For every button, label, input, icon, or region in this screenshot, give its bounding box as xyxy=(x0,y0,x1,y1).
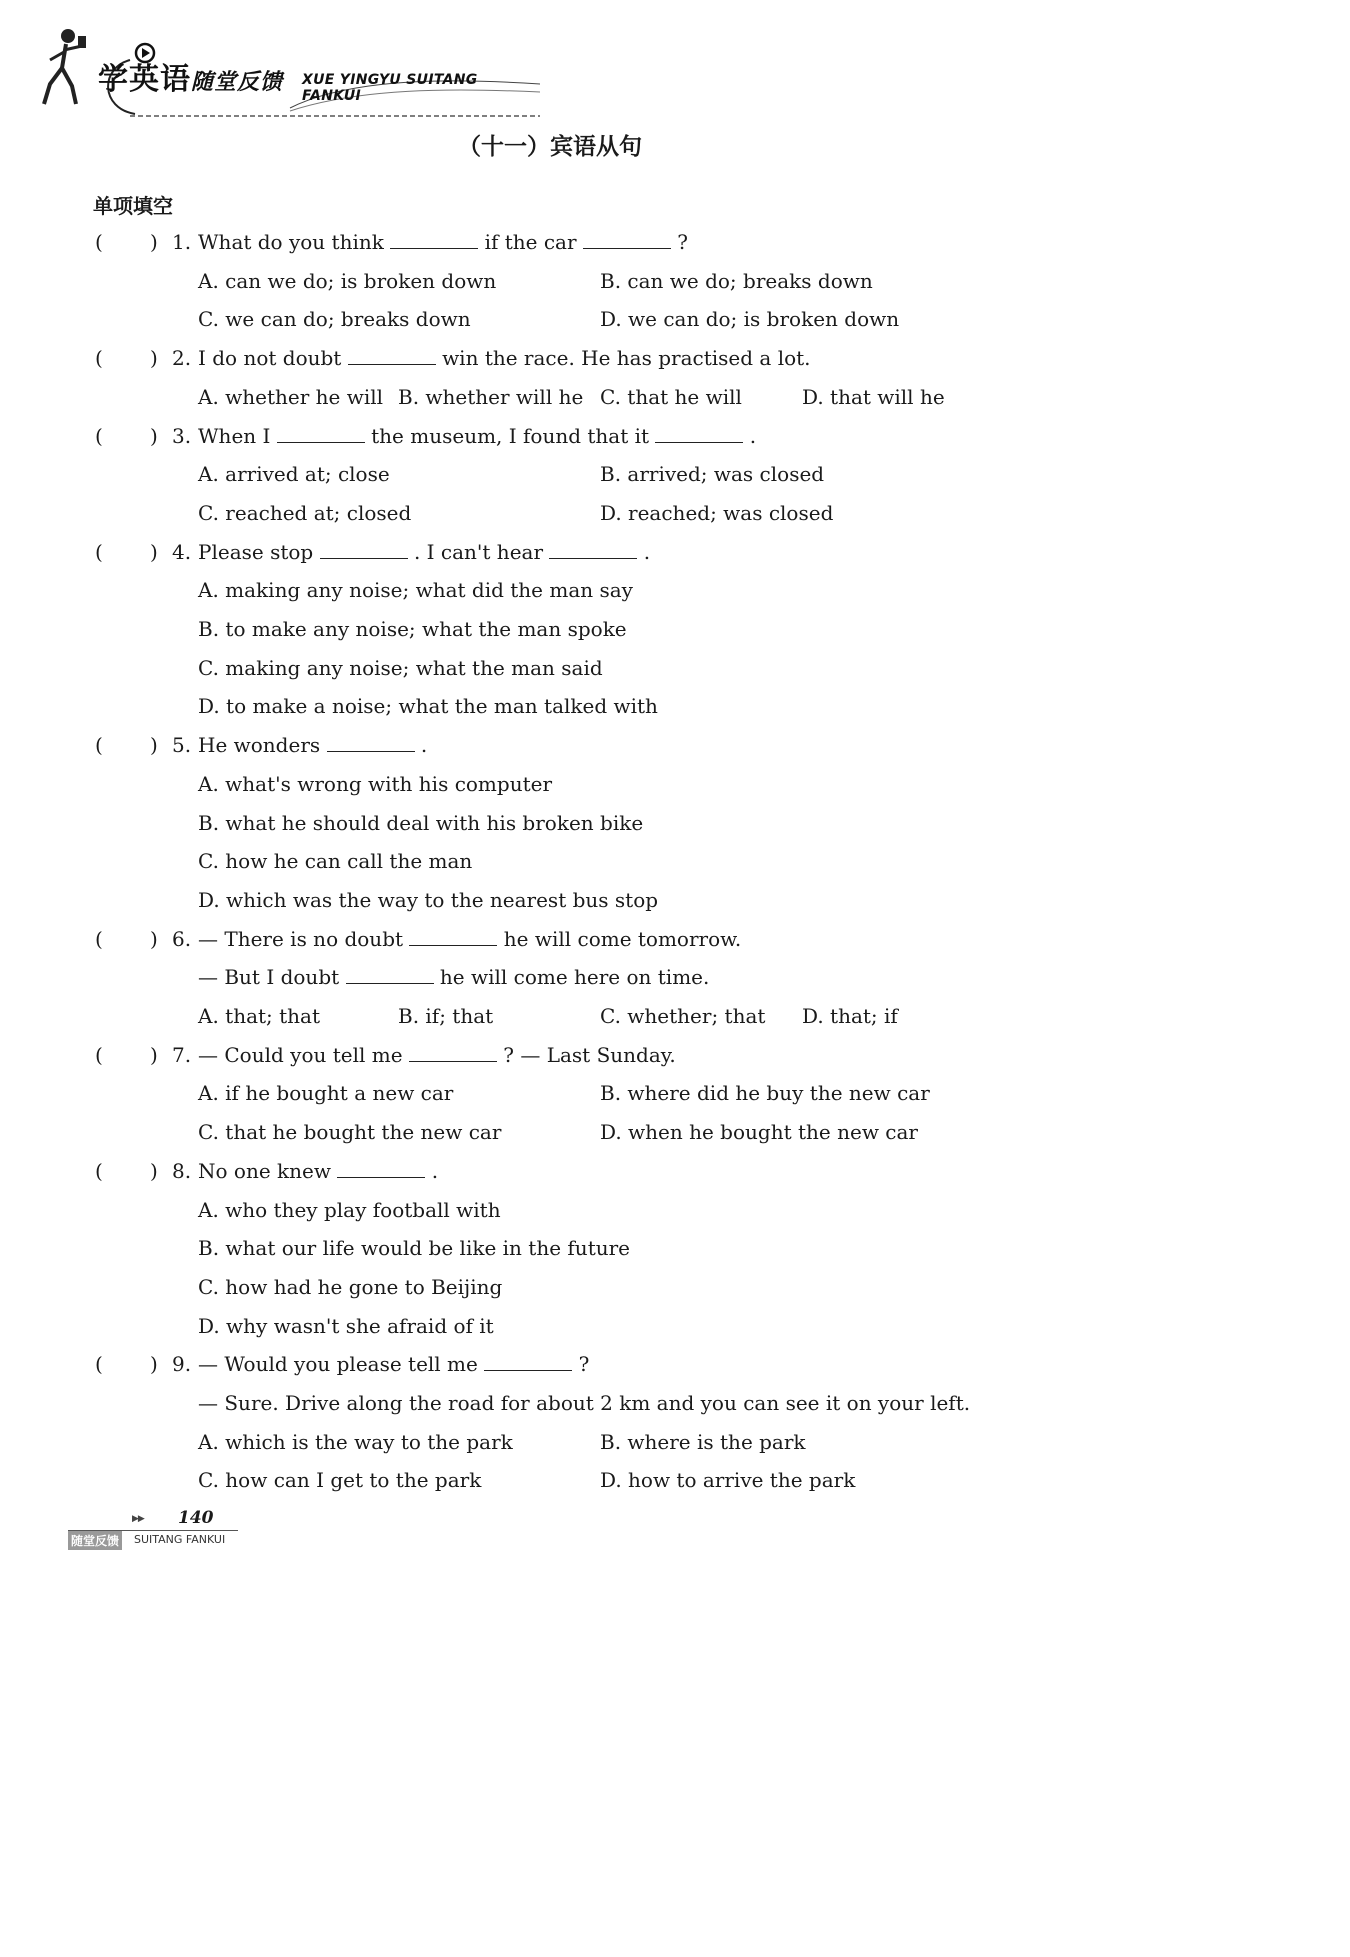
option-choice: D. when he bought the new car xyxy=(600,1120,918,1145)
answer-blank xyxy=(346,965,434,984)
option-choice: A. making any noise; what did the man say xyxy=(198,578,633,603)
footer-pinyin: SUITANG FANKUI xyxy=(134,1533,226,1546)
option-choice: B. to make any noise; what the man spoke xyxy=(198,617,627,641)
answer-paren-close: ) xyxy=(150,1042,158,1067)
answer-paren-close: ) xyxy=(150,423,158,448)
page-number: 140 xyxy=(178,1508,214,1528)
answer-blank xyxy=(327,733,415,752)
question-stem: — Sure. Drive along the road for about 2 km and you can see it on your left. xyxy=(198,1391,971,1415)
option-choice: C. making any noise; what the man said xyxy=(198,655,603,680)
footer xyxy=(60,1500,310,1560)
stem-text: the museum, I found that it xyxy=(371,423,650,448)
answer-blank xyxy=(320,540,408,559)
logo-title-sub: 随堂反馈 xyxy=(191,70,284,95)
option-choice: D. reached; was closed xyxy=(600,500,834,525)
answer-blank xyxy=(549,540,637,559)
option-choice: D. which was the way to the nearest bus stop xyxy=(198,887,659,912)
option-choice: D. we can do; is broken down xyxy=(600,307,900,332)
answer-paren-open[interactable]: ( xyxy=(95,423,103,448)
option-choice: C. reached at; closed xyxy=(198,500,412,525)
option-choice: A. which is the way to the park xyxy=(198,1429,513,1454)
option-choice: C. whether; that xyxy=(600,1004,766,1028)
answer-paren-close: ) xyxy=(150,230,158,254)
answer-blank xyxy=(348,346,436,365)
stem-text: . xyxy=(431,1158,439,1183)
question-stem xyxy=(198,1351,589,1377)
option-choice: D. that will he xyxy=(802,384,945,409)
question-number: 5. xyxy=(172,733,192,758)
stem-text: When I xyxy=(198,423,271,448)
question-number: 8. xyxy=(172,1158,192,1183)
option-choice: D. why wasn't she afraid of it xyxy=(198,1313,494,1338)
option-choice: A. if he bought a new car xyxy=(198,1081,454,1106)
option-choice: D. that; if xyxy=(802,1004,898,1028)
option-choice: B. whether will he xyxy=(398,384,584,409)
option-choice: D. to make a noise; what the man talked with xyxy=(198,694,658,719)
stem-text: if the car xyxy=(484,230,577,254)
question-stem xyxy=(198,539,650,565)
answer-paren-close: ) xyxy=(150,1158,158,1183)
question-stem xyxy=(198,926,741,952)
option-choice: B. what he should deal with his broken bike xyxy=(198,810,644,835)
arrows-icon: ▶▶ xyxy=(132,1514,144,1524)
question-stem xyxy=(198,423,756,449)
answer-paren-open[interactable]: ( xyxy=(95,230,103,254)
option-choice: C. how had he gone to Beijing xyxy=(198,1274,503,1299)
stem-text: Please stop xyxy=(198,539,314,564)
answer-blank xyxy=(337,1159,425,1178)
answer-blank xyxy=(655,424,743,443)
question-number: 7. xyxy=(172,1042,192,1067)
question-stem xyxy=(198,345,811,371)
stem-text: — But I doubt xyxy=(198,965,340,990)
stem-text: he will come here on time. xyxy=(439,965,710,990)
question-stem xyxy=(198,1042,676,1068)
option-choice: A. who they play football with xyxy=(198,1197,501,1222)
header-logo xyxy=(40,20,540,110)
answer-blank xyxy=(583,230,671,249)
option-choice: A. whether he will xyxy=(198,384,384,409)
option-choice: B. what our life would be like in the future xyxy=(198,1236,631,1261)
question-number: 6. xyxy=(172,926,192,951)
question-stem xyxy=(198,964,709,990)
stem-text: . xyxy=(643,539,651,564)
stem-text: — Would you please tell me xyxy=(198,1352,478,1377)
answer-paren-open[interactable]: ( xyxy=(95,733,103,758)
stem-text: ? xyxy=(677,230,688,254)
answer-paren-close: ) xyxy=(150,346,158,371)
answer-paren-open[interactable]: ( xyxy=(95,1352,103,1377)
stem-text: . xyxy=(420,733,428,758)
question-number: 4. xyxy=(172,539,192,564)
option-choice: D. how to arrive the park xyxy=(600,1468,856,1493)
answer-paren-open[interactable]: ( xyxy=(95,1042,103,1067)
option-choice: A. arrived at; close xyxy=(198,462,390,487)
option-choice: C. how can I get to the park xyxy=(198,1468,482,1493)
question-stem xyxy=(198,1158,438,1184)
answer-paren-open[interactable]: ( xyxy=(95,1158,103,1183)
logo-title xyxy=(98,54,283,98)
stem-text: ? — Last Sunday. xyxy=(503,1042,676,1067)
question-stem xyxy=(198,229,688,255)
question-stem xyxy=(198,732,427,758)
page-title: （十一）宾语从句 xyxy=(458,134,642,160)
answer-paren-close: ) xyxy=(150,926,158,951)
answer-paren-close: ) xyxy=(150,1352,158,1377)
answer-blank xyxy=(277,424,365,443)
stem-text: ? xyxy=(578,1352,590,1377)
running-student-icon xyxy=(42,26,88,106)
option-choice: C. we can do; breaks down xyxy=(198,307,471,332)
option-choice: B. arrived; was closed xyxy=(600,462,825,487)
answer-paren-close: ) xyxy=(150,539,158,564)
question-number: 1. xyxy=(172,230,192,254)
question-number: 3. xyxy=(172,423,192,448)
option-choice: A. what's wrong with his computer xyxy=(198,771,553,796)
option-choice: C. that he bought the new car xyxy=(198,1120,502,1145)
option-choice: B. if; that xyxy=(398,1004,494,1028)
stem-text: He wonders xyxy=(198,733,321,758)
question-number: 2. xyxy=(172,346,192,371)
option-choice: B. where is the park xyxy=(600,1429,806,1454)
option-choice: C. how he can call the man xyxy=(198,849,473,874)
stem-text: he will come tomorrow. xyxy=(503,926,742,951)
logo-title-main: 学英语 xyxy=(98,62,191,97)
stem-text: . I can't hear xyxy=(413,539,544,564)
answer-blank xyxy=(409,927,497,946)
answer-paren-open[interactable]: ( xyxy=(95,539,103,564)
stem-text: . xyxy=(749,423,757,448)
logo-pinyin: XUE YINGYU SUITANG FANKUI xyxy=(302,72,478,104)
stem-text: No one knew xyxy=(198,1158,331,1183)
stem-text: What do you think xyxy=(198,230,384,254)
stem-text: I do not doubt xyxy=(198,346,342,371)
option-choice: A. can we do; is broken down xyxy=(198,268,497,293)
footer-tag: 随堂反馈 xyxy=(68,1531,122,1550)
option-choice: B. where did he buy the new car xyxy=(600,1081,930,1106)
question-number: 9. xyxy=(172,1352,192,1377)
stem-text: — There is no doubt xyxy=(198,926,404,951)
answer-blank xyxy=(484,1352,572,1371)
option-choice: A. that; that xyxy=(198,1004,321,1028)
stem-text: win the race. He has practised a lot. xyxy=(442,346,811,371)
section-title: 单项填空 xyxy=(93,194,173,218)
option-choice: C. that he will xyxy=(600,384,742,409)
answer-blank xyxy=(390,230,478,249)
answer-paren-open[interactable]: ( xyxy=(95,346,103,371)
answer-blank xyxy=(409,1043,497,1062)
stem-text: — Could you tell me xyxy=(198,1042,403,1067)
answer-paren-open[interactable]: ( xyxy=(95,926,103,951)
answer-paren-close: ) xyxy=(150,733,158,758)
option-choice: B. can we do; breaks down xyxy=(600,268,873,293)
